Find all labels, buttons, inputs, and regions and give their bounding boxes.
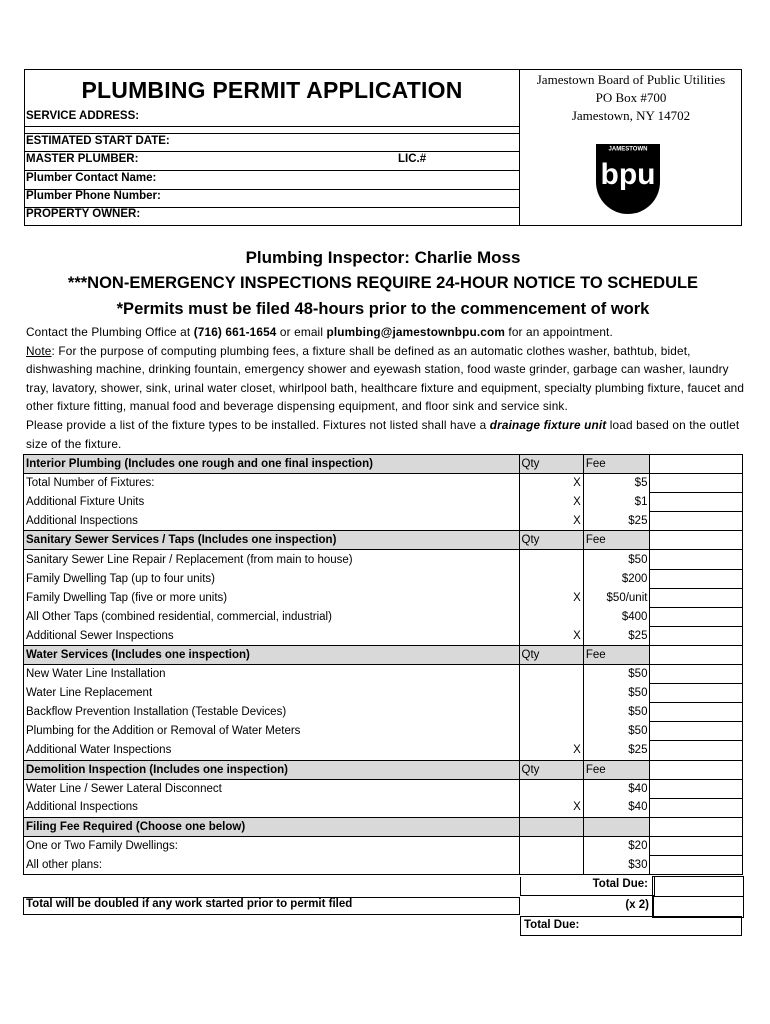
fee-amount: $50/unit (583, 588, 650, 607)
permit-filing-note: *Permits must be filed 48-hours prior to the commencement of work (116, 300, 650, 318)
contact-line: Contact the Plumbing Office at (716) 661-1654 or email plumbing@jamestownbpu.com for an appointment. (26, 325, 613, 339)
amount-input[interactable] (650, 474, 743, 493)
table-row (24, 855, 743, 874)
total-due-input[interactable] (652, 876, 744, 897)
table-row (24, 798, 743, 817)
fee-item-description: New Water Line Installation (24, 665, 520, 684)
inspection-notice: ***NON-EMERGENCY INSPECTIONS REQUIRE 24-HOUR NOTICE TO SCHEDULE (67, 274, 699, 292)
multiplier-label: (x 2) (625, 899, 649, 911)
property-owner-label[interactable]: PROPERTY OWNER: (26, 208, 141, 220)
amount-input[interactable] (650, 703, 743, 722)
table-row (24, 779, 743, 798)
table-row (24, 512, 743, 531)
fee-header (583, 817, 650, 836)
fee-item-description: Additional Fixture Units (24, 493, 520, 512)
fee-amount: $50 (583, 703, 650, 722)
fee-amount: $30 (583, 855, 650, 874)
table-row (24, 703, 743, 722)
table-row (24, 493, 743, 512)
fixture-definition-note: Note: For the purpose of computing plumbing fees, a fixture shall be defined as an automatic clothes washer, bathtub, bidet, dishwashing machine, drinking fountain, emergency shower and eyewash station, food waste grinder, garbage can washer, laundry tray, lavatory, shower, sink, urinal water closet, whirlpool bath, healthcare fixture and equipment, specialty plumbing fixture, faucet and other fixture fitting, manual food and beverage dispensing equipment, and floor sink and service sink. (26, 343, 745, 414)
qty-input[interactable]: X (519, 798, 583, 817)
fee-amount: $50 (583, 684, 650, 703)
qty-input[interactable] (519, 569, 583, 588)
jamestown-bpu-logo (592, 142, 664, 218)
office-phone[interactable]: (716) 661-1654 (193, 325, 277, 339)
fee-amount: $25 (583, 512, 650, 531)
qty-input[interactable]: X (519, 512, 583, 531)
table-row (24, 665, 743, 684)
fee-item-description: Additional Inspections (24, 798, 520, 817)
qty-input[interactable]: X (519, 626, 583, 645)
qty-header: Qty (519, 760, 583, 779)
fee-item-description: All Other Taps (combined residential, commercial, industrial) (24, 607, 520, 626)
amount-input[interactable] (650, 569, 743, 588)
fixture-list-instruction: Please provide a list of the fixture types to be installed. Fixtures not listed shall have a drainage fixture unit load based on the outlet size of the fixture. (26, 417, 740, 451)
qty-header (519, 817, 583, 836)
final-total-box[interactable] (520, 916, 742, 936)
fee-amount: $400 (583, 607, 650, 626)
fee-item-description: Additional Inspections (24, 512, 520, 531)
section-title: Water Services (Includes one inspection) (24, 645, 520, 664)
qty-header: Qty (519, 645, 583, 664)
amount-input[interactable] (650, 665, 743, 684)
qty-input[interactable] (519, 855, 583, 874)
final-total-label: Total Due: (524, 919, 580, 931)
qty-input[interactable]: X (519, 474, 583, 493)
qty-header: Qty (519, 455, 583, 474)
section-header (24, 817, 743, 836)
qty-input[interactable] (519, 607, 583, 626)
fee-amount: $40 (583, 798, 650, 817)
amount-input[interactable] (650, 531, 743, 550)
amount-input[interactable] (650, 588, 743, 607)
amount-input[interactable] (650, 607, 743, 626)
section-title: Sanitary Sewer Services / Taps (Includes one inspection) (24, 531, 520, 550)
table-row (24, 741, 743, 760)
fee-item-description: One or Two Family Dwellings: (24, 836, 520, 855)
instructions-paragraph (26, 323, 746, 453)
qty-input[interactable]: X (519, 493, 583, 512)
fee-item-description: Family Dwelling Tap (five or more units) (24, 588, 520, 607)
office-email[interactable]: plumbing@jamestownbpu.com (326, 325, 505, 339)
table-row (24, 607, 743, 626)
table-row (24, 836, 743, 855)
amount-input[interactable] (650, 684, 743, 703)
page-title: PLUMBING PERMIT APPLICATION (81, 77, 463, 103)
fee-item-description: Backflow Prevention Installation (Testable Devices) (24, 703, 520, 722)
license-number-label[interactable]: LIC.# (398, 153, 427, 165)
amount-input[interactable] (650, 645, 743, 664)
table-row (24, 684, 743, 703)
qty-header: Qty (519, 531, 583, 550)
table-row (24, 569, 743, 588)
qty-input[interactable] (519, 722, 583, 741)
fee-item-description: Plumbing for the Addition or Removal of Water Meters (24, 722, 520, 741)
section-title: Filing Fee Required (Choose one below) (24, 817, 520, 836)
fee-item-description: Additional Sewer Inspections (24, 626, 520, 645)
amount-input[interactable] (650, 760, 743, 779)
amount-input[interactable] (650, 493, 743, 512)
qty-input[interactable]: X (519, 741, 583, 760)
table-row (24, 550, 743, 569)
fee-item-description: All other plans: (24, 855, 520, 874)
fee-item-description: Family Dwelling Tap (up to four units) (24, 569, 520, 588)
inspector-line: Plumbing Inspector: Charlie Moss (245, 248, 521, 267)
svg-text:JAMESTOWN: JAMESTOWN (608, 146, 648, 153)
section-header (24, 760, 743, 779)
amount-input[interactable] (650, 798, 743, 817)
qty-input[interactable] (519, 550, 583, 569)
section-title: Interior Plumbing (Includes one rough and one final inspection) (24, 455, 520, 474)
amount-input[interactable] (650, 722, 743, 741)
amount-input[interactable] (650, 836, 743, 855)
utility-address: Jamestown Board of Public Utilities PO Box #700 Jamestown, NY 14702 (536, 72, 726, 123)
fee-header: Fee (583, 645, 650, 664)
amount-input[interactable] (650, 512, 743, 531)
amount-input[interactable] (650, 741, 743, 760)
total-due-label: Total Due: (592, 878, 648, 890)
fee-amount: $1 (583, 493, 650, 512)
fee-amount: $25 (583, 741, 650, 760)
total-due-label-cell (520, 877, 655, 896)
fee-table (23, 454, 743, 875)
service-address-label[interactable]: SERVICE ADDRESS: (26, 110, 140, 122)
section-header (24, 455, 743, 474)
fee-item-description: Water Line Replacement (24, 684, 520, 703)
master-plumber-label[interactable]: MASTER PLUMBER: (26, 153, 139, 165)
qty-input[interactable] (519, 703, 583, 722)
applicant-info-box (24, 69, 520, 226)
table-row (24, 722, 743, 741)
contact-name-label[interactable]: Plumber Contact Name: (26, 172, 157, 184)
qty-input[interactable] (519, 665, 583, 684)
amount-input[interactable] (650, 817, 743, 836)
amount-input[interactable] (650, 779, 743, 798)
fee-amount: $50 (583, 550, 650, 569)
doubled-note: Total will be doubled if any work started prior to permit filed (26, 898, 353, 910)
section-header (24, 531, 743, 550)
qty-input[interactable] (519, 684, 583, 703)
fee-amount: $50 (583, 722, 650, 741)
amount-input[interactable] (650, 550, 743, 569)
fee-amount: $5 (583, 474, 650, 493)
fee-amount: $40 (583, 779, 650, 798)
start-date-label[interactable]: ESTIMATED START DATE: (26, 135, 170, 147)
fee-amount: $200 (583, 569, 650, 588)
phone-number-label[interactable]: Plumber Phone Number: (26, 190, 161, 202)
fee-header: Fee (583, 760, 650, 779)
fee-item-description: Additional Water Inspections (24, 741, 520, 760)
doubled-total-input[interactable] (652, 896, 744, 918)
fee-header: Fee (583, 531, 650, 550)
amount-input[interactable] (650, 855, 743, 874)
qty-input[interactable]: X (519, 588, 583, 607)
fee-amount: $25 (583, 626, 650, 645)
fee-item-description: Total Number of Fixtures: (24, 474, 520, 493)
svg-text:bpu: bpu (600, 158, 656, 191)
fee-item-description: Sanitary Sewer Line Repair / Replacement (from main to house) (24, 550, 520, 569)
doubled-note-box (23, 897, 520, 915)
amount-input[interactable] (650, 455, 743, 474)
multiplier-cell (520, 896, 654, 916)
table-row (24, 474, 743, 493)
fee-amount: $20 (583, 836, 650, 855)
table-row (24, 588, 743, 607)
qty-input[interactable] (519, 779, 583, 798)
qty-input[interactable] (519, 836, 583, 855)
fee-item-description: Water Line / Sewer Lateral Disconnect (24, 779, 520, 798)
fee-amount: $50 (583, 665, 650, 684)
table-row (24, 626, 743, 645)
section-header (24, 645, 743, 664)
amount-input[interactable] (650, 626, 743, 645)
section-title: Demolition Inspection (Includes one inspection) (24, 760, 520, 779)
fee-header: Fee (583, 455, 650, 474)
